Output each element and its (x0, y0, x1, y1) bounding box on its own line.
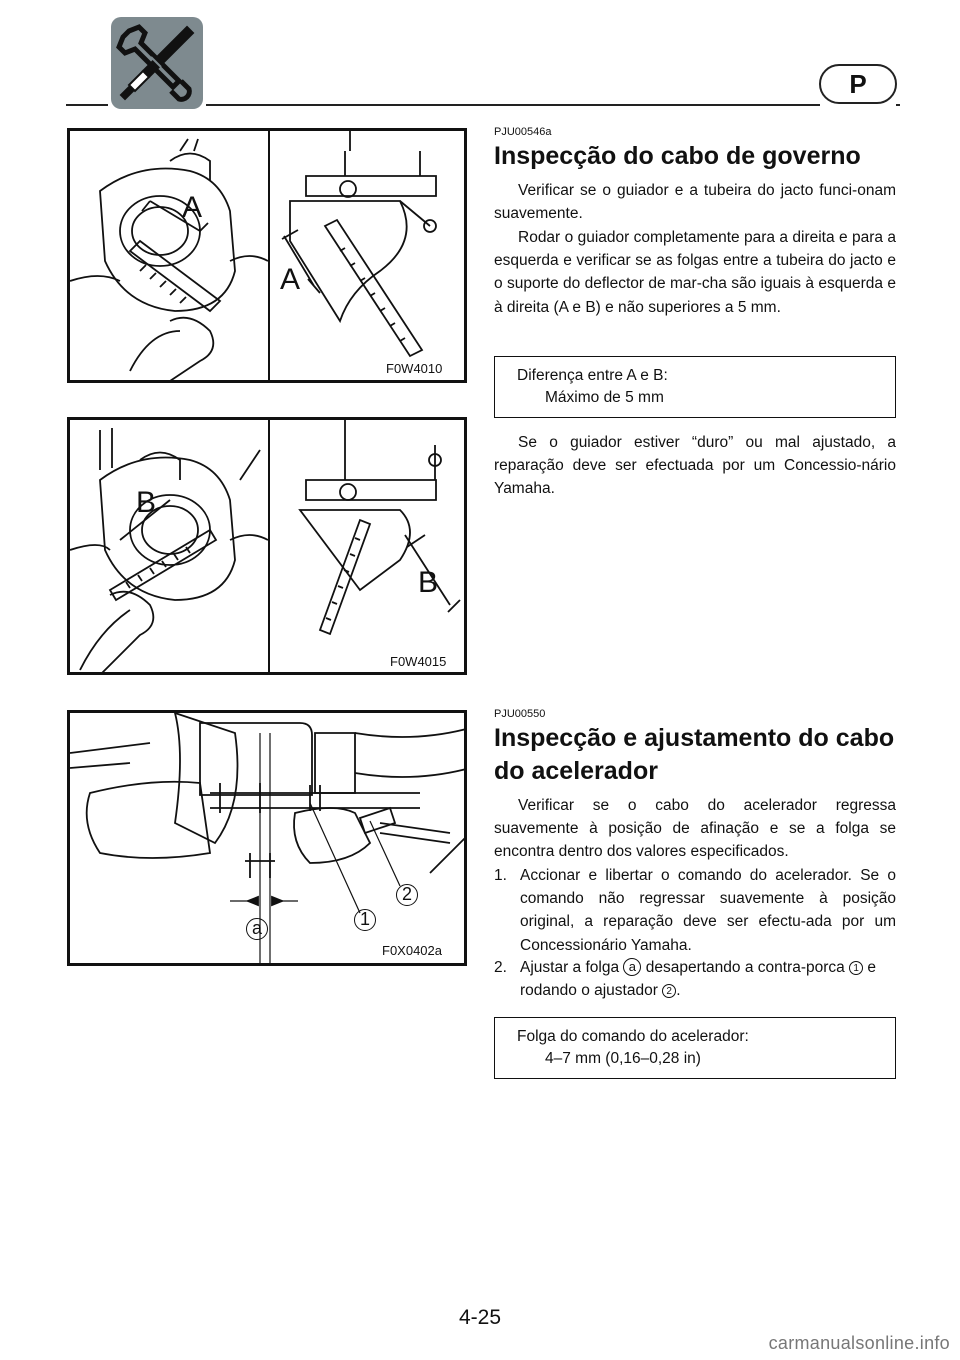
step-1 (494, 864, 896, 957)
watermark: carmanualsonline.info (768, 1333, 950, 1353)
step-text: Accionar e libertar o comando do acelerador. Se o comando não regressar suavemente à posição original, a reparação deve ser efectu-ada por um Concessionário Yamaha. (520, 867, 896, 954)
figure-steering-cable-a (67, 128, 467, 383)
figure-steering-cable-b (67, 417, 467, 675)
paragraph: Se o guiador estiver “duro” ou mal ajustado, a reparação deve ser efectuada por um Concessio-nário Yamaha. (494, 434, 896, 498)
tools-icon (111, 17, 203, 109)
figure-code: F0W4015 (390, 654, 447, 669)
header-rule-left (66, 104, 108, 106)
step-text: Ajustar a folga a desapertando a contra-porca 1 e rodando o ajustador 2 . (520, 959, 877, 1000)
section-title: Inspecção do cabo de governo (494, 142, 861, 170)
step-2 (494, 956, 896, 1002)
page-number: 4-25 (458, 1306, 502, 1329)
header-rule-end (896, 104, 900, 106)
section-ref-code: PJU00550 (494, 708, 546, 720)
callout-ref-a: a (623, 958, 641, 976)
steering-nozzle-illustration-a (70, 131, 467, 383)
header-rule-right (206, 104, 820, 106)
step-number: 2. (494, 959, 507, 976)
callout-1: 1 (354, 909, 376, 931)
section-title-line1: Inspecção e ajustamento do cabo (494, 724, 895, 752)
figure-code: F0W4010 (386, 361, 443, 376)
paragraph: Rodar o guiador completamente para a direita e para a esquerda e verificar se as folgas entre a tubeira do jacto e o suporte do deflector de mar-cha são iguais à esquerda e à direita (A e B) e não superiores a 5 mm. (494, 229, 896, 316)
dimension-label-a-right: A (280, 263, 301, 296)
dimension-label-b-left: B (136, 486, 157, 519)
step-number: 1. (494, 867, 507, 884)
spec-box (494, 356, 896, 418)
figure-code: F0X0402a (382, 943, 442, 958)
dimension-label-a-left: A (182, 191, 203, 224)
paragraph: Verificar se o cabo do acelerador regressa suavemente à posição de afinação e se a folga se encontra dentro dos valores especificados. (494, 797, 896, 861)
figure-throttle-cable (67, 710, 467, 966)
callout-ref-2: 2 (662, 984, 676, 998)
spec-value: 4–7 mm (0,16–0,28 in) (545, 1050, 701, 1067)
spec-box (494, 1017, 896, 1079)
dimension-label-b-right: B (418, 566, 439, 599)
steering-nozzle-illustration-b (70, 420, 467, 675)
section-title-line2: do acelerador (494, 757, 658, 785)
throttle-lever-illustration (70, 713, 467, 966)
spec-value: Máximo de 5 mm (545, 389, 664, 406)
paragraph: Verificar se o guiador e a tubeira do jacto funci-onam suavemente. (494, 182, 896, 223)
spec-label: Folga do comando do acelerador: (517, 1028, 749, 1045)
section-ref-code: PJU00546a (494, 126, 552, 138)
callout-2: 2 (396, 884, 418, 906)
callout-a: a (246, 918, 268, 940)
callout-ref-1: 1 (849, 961, 863, 975)
spec-label: Diferença entre A e B: (517, 367, 668, 384)
language-badge: P (819, 64, 897, 104)
